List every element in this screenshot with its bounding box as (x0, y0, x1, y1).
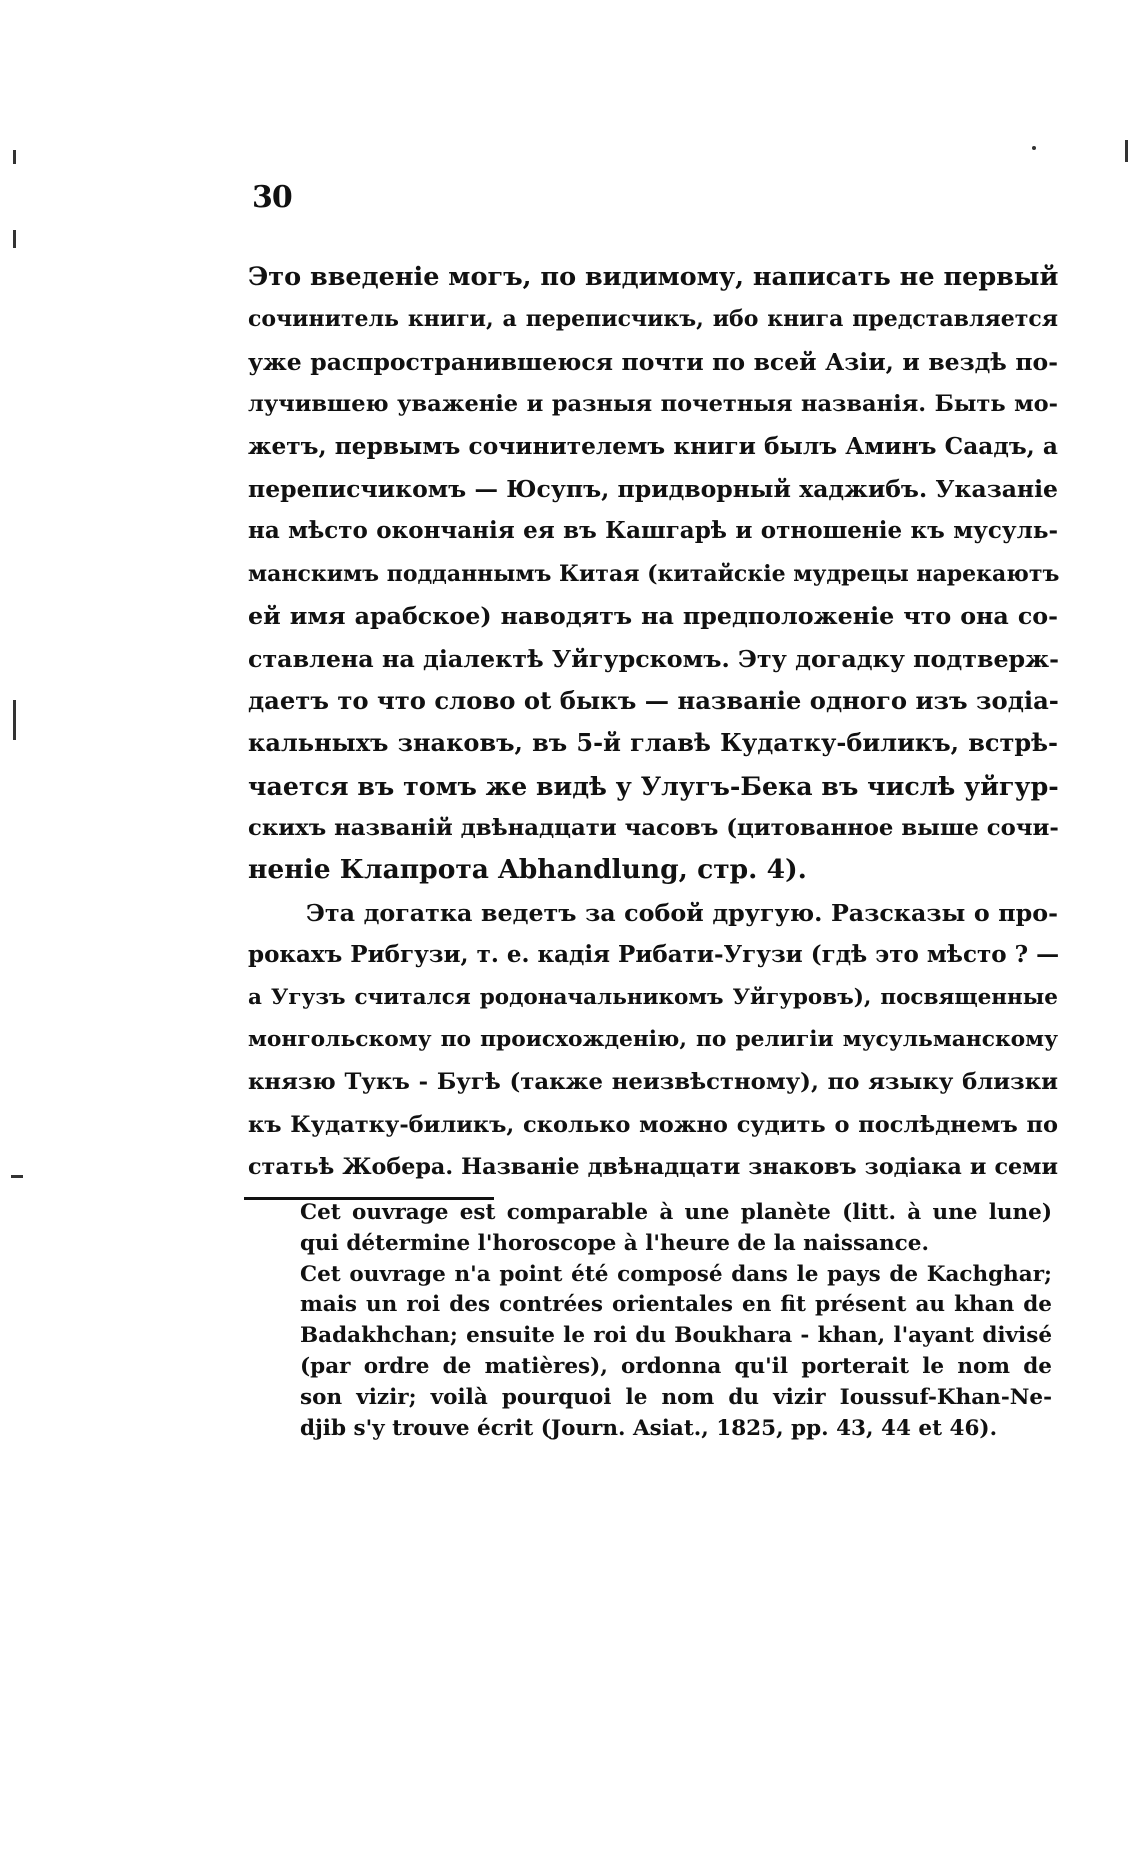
footnote-line: (par ordre de matières), ordonna qu'il porterait le nom de (300, 1353, 1052, 1379)
text-line: на мѣсто окончанія ея въ Кашгарѣ и отношеніе къ мусуль- (248, 517, 1058, 545)
footnotes (300, 1198, 1052, 1444)
text-line: чается въ томъ же видѣ у Улугъ-Бека въ числѣ уйгур- (248, 770, 1059, 801)
footnote-line: qui détermine l'horoscope à l'heure de la naissance. (300, 1230, 929, 1256)
footnote-line: Badakhchan; ensuite le roi du Boukhara - khan, l'ayant divisé (300, 1323, 1052, 1349)
text-line: а Угузъ считался родоначальникомъ Уйгуровъ), посвященные (248, 984, 1058, 1010)
main-text (248, 256, 1058, 1189)
footnote-line: son vizir; voilà pourquoi le nom du vizir Ioussuf-Khan-Ne- (300, 1384, 1052, 1410)
text-line: манскимъ подданнымъ Китая (китайскіе мудрецы нарекаютъ (248, 560, 1060, 587)
footnote-line: mais un roi des contrées orientales en fit présent au khan de (300, 1292, 1052, 1318)
text-line: сочинитель книги, а переписчикъ, ибо книга представляется (248, 306, 1058, 333)
text-line: Эта догатка ведетъ за собой другую. Разсказы о про- (306, 898, 1058, 927)
margin-mark (13, 150, 16, 164)
text-line: ставлена на діалектѣ Уйгурскомъ. Эту догадку подтверж- (248, 644, 1060, 673)
text-line: Это введеніе могъ, по видимому, написать не первый (248, 262, 1059, 292)
text-line: монгольскому по происхожденію, по религіи мусульманскому (248, 1027, 1058, 1053)
margin-mark (1032, 146, 1036, 150)
text-line: переписчикомъ — Юсупъ, придворный хаджибъ. Указаніе (248, 474, 1058, 503)
text-line: статьѣ Жобера. Названіе двѣнадцати знаковъ зодіака и семи (248, 1154, 1058, 1181)
text-line: уже распространившеюся почти по всей Азіи, и вездѣ по- (248, 347, 1058, 376)
margin-mark (13, 230, 16, 248)
footnote-line: Cet ouvrage est comparable à une planète (litt. à une lune) (300, 1200, 1052, 1225)
text-line: князю Тукъ - Бугѣ (также неизвѣстному), по языку близки (248, 1069, 1058, 1096)
text-line: неніе Клапрота Abhandlung, стр. 4). (248, 854, 807, 886)
text-line: ей имя арабское) наводятъ на предположеніе что она со- (248, 602, 1058, 631)
page-number: 30 (252, 180, 292, 215)
margin-mark (1125, 140, 1128, 162)
text-line: рокахъ Рибгузи, т. е. кадія Рибати-Угузи (гдѣ это мѣсто ? — (248, 941, 1060, 969)
text-line: къ Кудатку-биликъ, сколько можно судить о послѣднемъ по (248, 1111, 1058, 1138)
text-line: жетъ, первымъ сочинителемъ книги былъ Аминъ Саадъ, а (248, 432, 1058, 460)
margin-mark (13, 700, 16, 740)
text-line: кальныхъ знаковъ, въ 5-й главѣ Кудатку-биликъ, встрѣ- (248, 728, 1058, 758)
footnote-line: Cet ouvrage n'a point été composé dans le pays de Kachghar; (300, 1261, 1052, 1287)
text-line: даетъ то что слово ot быкъ — названіе одного изъ зодіа- (248, 685, 1059, 715)
text-line: лучившею уваженіе и разныя почетныя названія. Быть мо- (248, 391, 1058, 418)
text-line: скихъ названій двѣнадцати часовъ (цитованное выше сочи- (248, 815, 1059, 842)
margin-mark (11, 1175, 23, 1178)
footnote-line: djib s'y trouve écrit (Journ. Asiat., 1825, pp. 43, 44 et 46). (300, 1415, 998, 1441)
